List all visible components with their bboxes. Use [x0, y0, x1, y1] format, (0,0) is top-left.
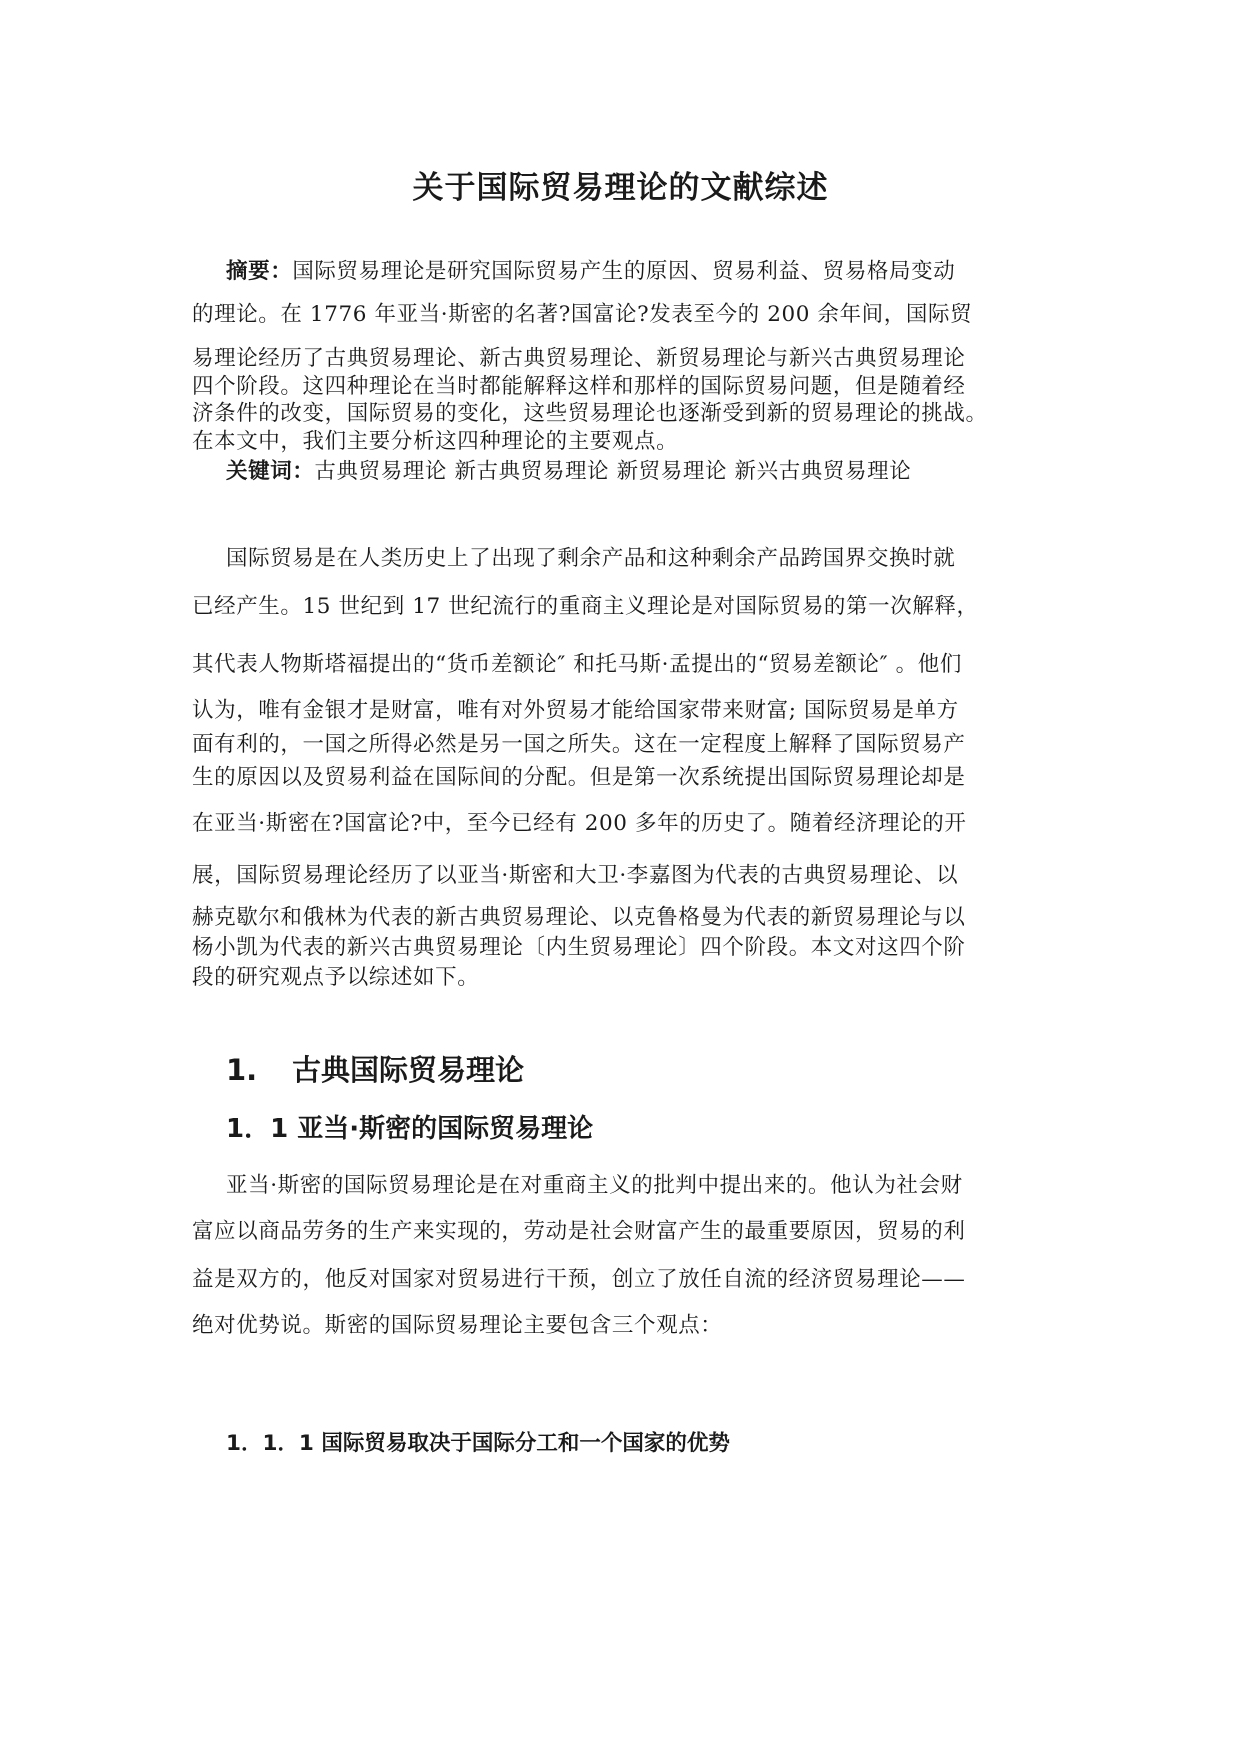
abstract-line-4: 四个阶段。这四种理论在当时都能解释这样和那样的国际贸易问题，但是随着经 — [192, 374, 966, 399]
section-heading-1-1: 1．1 亚当·斯密的国际贸易理论 — [226, 1114, 594, 1144]
intro-line-3: 其代表人物斯塔福提出的“货币差额论″ 和托马斯·孟提出的“贸易差额论″ 。他们 — [192, 652, 962, 677]
intro-line-4: 认为，唯有金银才是财富，唯有对外贸易才能给国家带来财富; 国际贸易是单方 — [192, 698, 959, 723]
intro-line-1: 国际贸易是在人类历史上了出现了剩余产品和这种剩余产品跨国界交换时就 — [226, 546, 956, 571]
smith-line-3: 益是双方的，他反对国家对贸易进行干预，创立了放任自流的经济贸易理论—— — [192, 1267, 966, 1292]
intro-line-10: 杨小凯为代表的新兴古典贸易理论〔内生贸易理论〕四个阶段。本文对这四个阶 — [192, 935, 966, 960]
smith-line-4: 绝对优势说。斯密的国际贸易理论主要包含三个观点： — [192, 1313, 723, 1338]
intro-line-8: 展，国际贸易理论经历了以亚当·斯密和大卫·李嘉图为代表的古典贸易理论、以 — [192, 863, 959, 888]
abstract-line-6: 在本文中，我们主要分析这四种理论的主要观点。 — [192, 429, 679, 454]
document-title: 关于国际贸易理论的文献综述 — [412, 170, 829, 206]
intro-line-9: 赫克歇尔和俄林为代表的新古典贸易理论、以克鲁格曼为代表的新贸易理论与以 — [192, 905, 966, 930]
abstract-line-5: 济条件的改变，国际贸易的变化，这些贸易理论也逐渐受到新的贸易理论的挑战。 — [192, 401, 988, 426]
abstract-text: 国际贸易理论是研究国际贸易产生的原因、贸易利益、贸易格局变动 — [292, 259, 956, 284]
abstract-line-2: 的理论。在 1776 年亚当·斯密的名著?国富论?发表至今的 200 余年间，国际贸 — [192, 302, 973, 327]
smith-line-2: 富应以商品劳务的生产来实现的，劳动是社会财富产生的最重要原因，贸易的利 — [192, 1219, 966, 1244]
section-heading-1 — [226, 1048, 524, 1089]
intro-line-11: 段的研究观点予以综述如下。 — [192, 965, 480, 990]
intro-line-5: 面有利的，一国之所得必然是另一国之所失。这在一定程度上解释了国际贸易产 — [192, 732, 966, 757]
section-heading-1-1-1: 1．1．1 国际贸易取决于国际分工和一个国家的优势 — [226, 1431, 730, 1456]
abstract-label: 摘要： — [226, 259, 293, 284]
section-number: 1. — [226, 1053, 258, 1087]
intro-line-6: 生的原因以及贸易利益在国际间的分配。但是第一次系统提出国际贸易理论却是 — [192, 765, 966, 790]
smith-line-1: 亚当·斯密的国际贸易理论是在对重商主义的批判中提出来的。他认为社会财 — [226, 1173, 963, 1198]
abstract-line-1 — [226, 254, 955, 285]
intro-line-7: 在亚当·斯密在?国富论?中，至今已经有 200 多年的历史了。随着经济理论的开 — [192, 811, 967, 836]
keywords-line — [226, 454, 911, 485]
section-title: 古典国际贸易理论 — [292, 1053, 525, 1087]
intro-line-2: 已经产生。15 世纪到 17 世纪流行的重商主义理论是对国际贸易的第一次解释， — [192, 594, 979, 619]
keywords-label: 关键词： — [226, 459, 315, 484]
abstract-line-3: 易理论经历了古典贸易理论、新古典贸易理论、新贸易理论与新兴古典贸易理论 — [192, 346, 966, 371]
keywords-text: 古典贸易理论 新古典贸易理论 新贸易理论 新兴古典贸易理论 — [314, 459, 912, 484]
